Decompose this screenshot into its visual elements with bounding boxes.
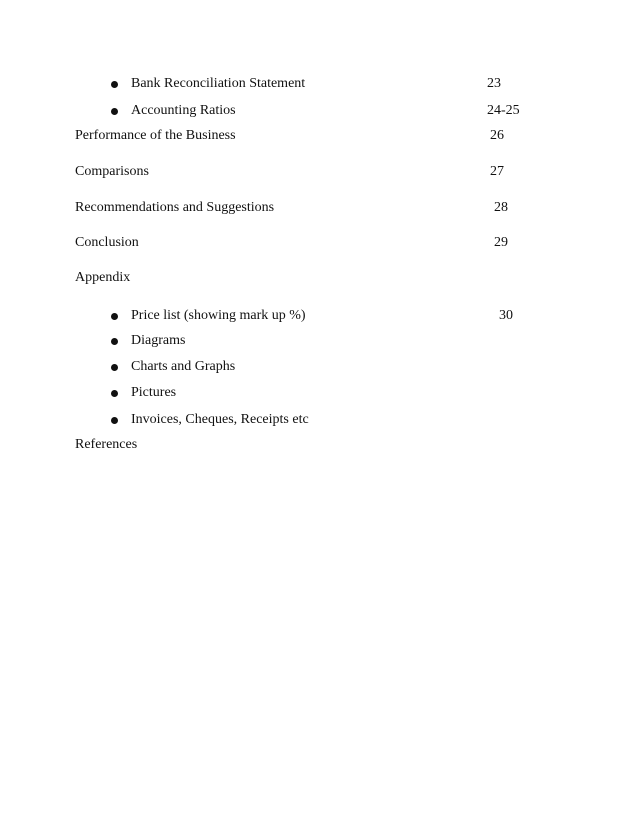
toc-entry-accounting-ratios xyxy=(0,101,638,121)
toc-entry-label: Appendix xyxy=(75,270,131,285)
toc-entry-appendix xyxy=(0,268,638,288)
toc-entry-diagrams xyxy=(0,331,638,351)
toc-entry-page: 24-25 xyxy=(487,103,520,118)
toc-entry-label: Recommendations and Suggestions xyxy=(75,200,275,215)
toc-entry-label: Diagrams xyxy=(131,333,186,348)
bullet-icon xyxy=(111,364,118,371)
toc-entry-label: Accounting Ratios xyxy=(131,103,236,118)
toc-entry-label: Comparisons xyxy=(75,164,149,179)
toc-entry-page: 30 xyxy=(499,308,513,323)
toc-entry-charts-graphs xyxy=(0,357,638,377)
toc-entry-label: Conclusion xyxy=(75,235,139,250)
bullet-icon xyxy=(111,338,118,345)
toc-entry-label: Performance of the Business xyxy=(75,128,236,143)
toc-entry-invoices xyxy=(0,410,638,430)
toc-entry-references xyxy=(0,435,638,455)
toc-entry-page: 26 xyxy=(490,128,504,143)
toc-entry-page: 28 xyxy=(494,200,508,215)
toc-entry-page: 27 xyxy=(490,164,504,179)
bullet-icon xyxy=(111,108,118,115)
bullet-icon xyxy=(111,390,118,397)
toc-entry-label: Price list (showing mark up %) xyxy=(131,308,306,323)
toc-entry-comparisons xyxy=(0,162,638,182)
toc-entry-label: Bank Reconciliation Statement xyxy=(131,76,306,91)
bullet-icon xyxy=(111,81,118,88)
toc-entry-price-list xyxy=(0,306,638,326)
toc-entry-label: Charts and Graphs xyxy=(131,359,236,374)
bullet-icon xyxy=(111,417,118,424)
toc-entry-bank-reconciliation xyxy=(0,74,638,94)
toc-entry-label: References xyxy=(75,437,138,452)
toc-entry-conclusion xyxy=(0,233,638,253)
toc-entry-label: Invoices, Cheques, Receipts etc xyxy=(131,412,309,427)
toc-entry-recommendations xyxy=(0,198,638,218)
toc-entry-label: Pictures xyxy=(131,385,177,400)
toc-entry-pictures xyxy=(0,383,638,403)
toc-entry-performance xyxy=(0,126,638,146)
toc-entry-page: 23 xyxy=(487,76,501,91)
bullet-icon xyxy=(111,313,118,320)
toc-entry-page: 29 xyxy=(494,235,508,250)
